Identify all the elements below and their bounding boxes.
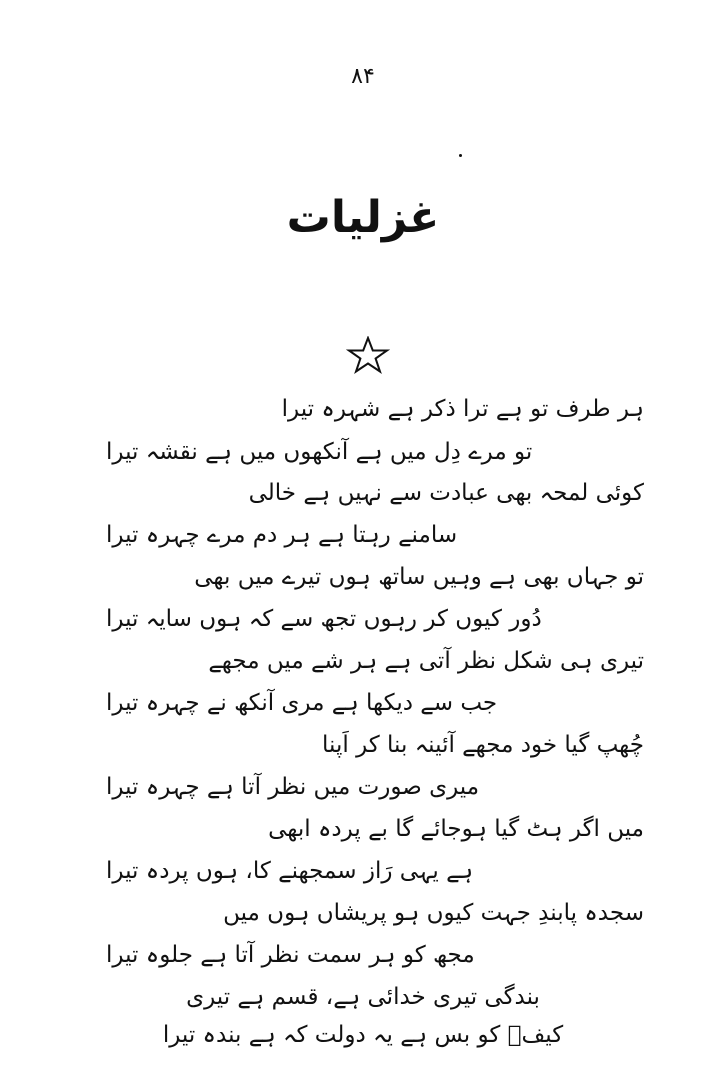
couplet-4-line-2: جب سے دیکھا ہے مری آنکھ نے چہرہ تیرا (106, 690, 498, 716)
couplet-6-line-1: میں اگر ہٹ گیا ہوجائے گا بے پردہ ابھی (268, 816, 644, 842)
closing-couplet-line-2: کیفؔ کو بس ہے یہ دولت کہ ہے بندہ تیرا (162, 1022, 564, 1048)
couplet-2-line-2: سامنے رہتا ہے ہر دم مرے چہرہ تیرا (106, 522, 458, 548)
section-title: غزلیات (286, 192, 440, 243)
closing-couplet-line-1: بندگی تیری خدائی ہے، قسم ہے تیری (186, 984, 540, 1010)
ink-dot (459, 154, 462, 157)
couplet-1-line-1: ہر طرف تو ہے ترا ذکر ہے شہرہ تیرا (281, 396, 644, 422)
couplet-2-line-1: کوئی لمحہ بھی عبادت سے نہیں ہے خالی (248, 480, 644, 506)
star-outline-icon (346, 336, 390, 374)
page-number: ۸۴ (351, 64, 375, 89)
couplet-4-line-1: تیری ہی شکل نظر آتی ہے ہر شے میں مجھے (208, 648, 644, 674)
couplet-6-line-2: ہے یہی رَاز سمجھنے کا، ہوں پردہ تیرا (106, 858, 474, 884)
couplet-5-line-1: چُھپ گیا خود مجھے آئینہ بنا کر اَپنا (322, 732, 644, 758)
couplet-3-line-2: دُور کیوں کر رہوں تجھ سے کہ ہوں سایہ تیرا (106, 606, 542, 632)
couplet-1-line-2: تو مرے دِل میں ہے آنکھوں میں ہے نقشہ تیرا (106, 439, 533, 465)
couplet-5-line-2: میری صورت میں نظر آتا ہے چہرہ تیرا (106, 774, 480, 800)
couplet-3-line-1: تو جہاں بھی ہے وہیں ساتھ ہوں تیرے میں بھی (194, 564, 644, 590)
couplet-7-line-2: مجھ کو ہر سمت نظر آتا ہے جلوہ تیرا (106, 942, 475, 968)
couplet-7-line-1: سجدہ پابندِ جہت کیوں ہو پریشاں ہوں میں (223, 900, 644, 926)
